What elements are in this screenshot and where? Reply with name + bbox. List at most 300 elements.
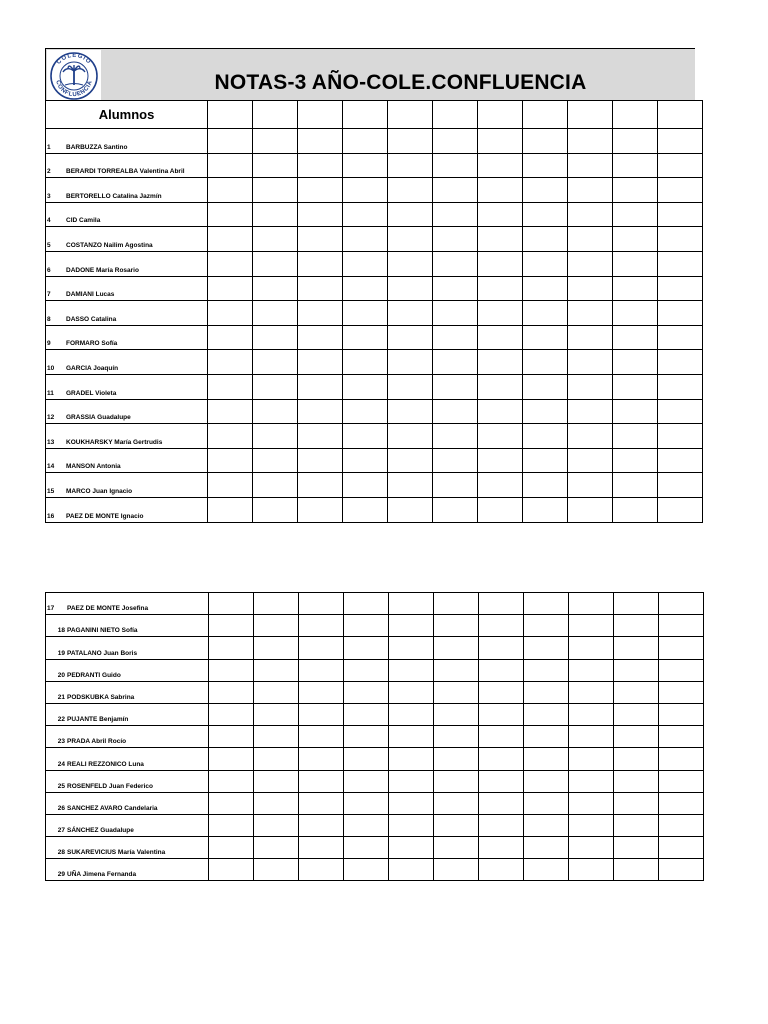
grade-cell[interactable] [523,178,568,203]
grade-cell[interactable] [254,859,299,881]
grade-cell[interactable] [299,593,344,615]
grade-cell[interactable] [434,593,479,615]
grade-cell[interactable] [343,301,388,326]
grade-cell[interactable] [254,681,299,703]
grade-cell[interactable] [659,748,704,770]
grade-cell[interactable] [388,153,433,178]
grade-cell[interactable] [209,703,254,725]
grade-cell[interactable] [343,399,388,424]
grade-cell[interactable] [659,681,704,703]
grade-cell[interactable] [343,448,388,473]
grade-cell[interactable] [568,473,613,498]
grade-cell[interactable] [478,325,523,350]
grade-cell[interactable] [658,473,703,498]
grade-cell[interactable] [613,497,658,522]
grade-cell[interactable] [478,350,523,375]
grade-cell[interactable] [434,659,479,681]
grade-cell[interactable] [298,301,343,326]
grade-cell[interactable] [208,350,253,375]
grade-cell[interactable] [569,659,614,681]
grade-cell[interactable] [614,770,659,792]
grade-cell[interactable] [658,227,703,252]
grade-cell[interactable] [388,374,433,399]
grade-cell[interactable] [299,748,344,770]
grade-cell[interactable] [613,178,658,203]
grade-cell[interactable] [253,227,298,252]
grade-column-header-cell[interactable] [568,101,613,129]
grade-cell[interactable] [523,129,568,154]
grade-cell[interactable] [389,770,434,792]
grade-cell[interactable] [299,859,344,881]
grade-cell[interactable] [343,202,388,227]
grade-cell[interactable] [388,350,433,375]
grade-cell[interactable] [253,448,298,473]
grade-cell[interactable] [613,473,658,498]
grade-cell[interactable] [523,350,568,375]
grade-cell[interactable] [298,202,343,227]
grade-cell[interactable] [388,399,433,424]
grade-cell[interactable] [658,251,703,276]
grade-cell[interactable] [479,703,524,725]
grade-cell[interactable] [298,129,343,154]
grade-cell[interactable] [479,859,524,881]
grade-cell[interactable] [298,399,343,424]
grade-cell[interactable] [478,473,523,498]
grade-cell[interactable] [253,251,298,276]
grade-cell[interactable] [613,153,658,178]
grade-cell[interactable] [568,301,613,326]
grade-cell[interactable] [523,325,568,350]
grade-cell[interactable] [208,251,253,276]
grade-cell[interactable] [433,424,478,449]
grade-cell[interactable] [433,374,478,399]
grade-cell[interactable] [298,374,343,399]
grade-cell[interactable] [344,703,389,725]
grade-cell[interactable] [253,301,298,326]
grade-cell[interactable] [254,814,299,836]
grade-cell[interactable] [614,615,659,637]
grade-cell[interactable] [253,276,298,301]
grade-cell[interactable] [389,814,434,836]
grade-cell[interactable] [344,748,389,770]
grade-cell[interactable] [253,325,298,350]
grade-cell[interactable] [569,703,614,725]
grade-cell[interactable] [613,227,658,252]
grade-cell[interactable] [524,859,569,881]
grade-cell[interactable] [298,473,343,498]
grade-cell[interactable] [299,792,344,814]
grade-cell[interactable] [209,814,254,836]
grade-cell[interactable] [614,859,659,881]
grade-cell[interactable] [479,726,524,748]
grade-cell[interactable] [523,448,568,473]
grade-cell[interactable] [299,770,344,792]
grade-column-header-cell[interactable] [388,101,433,129]
grade-cell[interactable] [208,153,253,178]
grade-cell[interactable] [614,703,659,725]
grade-cell[interactable] [568,129,613,154]
grade-cell[interactable] [478,301,523,326]
grade-cell[interactable] [568,448,613,473]
grade-cell[interactable] [478,497,523,522]
grade-cell[interactable] [614,792,659,814]
grade-cell[interactable] [254,615,299,637]
grade-cell[interactable] [433,178,478,203]
grade-cell[interactable] [434,615,479,637]
grade-cell[interactable] [433,497,478,522]
grade-cell[interactable] [388,424,433,449]
grade-cell[interactable] [344,593,389,615]
grade-cell[interactable] [434,726,479,748]
grade-cell[interactable] [524,703,569,725]
grade-cell[interactable] [613,448,658,473]
grade-cell[interactable] [569,593,614,615]
grade-cell[interactable] [433,399,478,424]
grade-cell[interactable] [569,615,614,637]
grade-cell[interactable] [343,227,388,252]
grade-cell[interactable] [478,448,523,473]
grade-cell[interactable] [523,424,568,449]
grade-cell[interactable] [389,748,434,770]
grade-cell[interactable] [344,659,389,681]
grade-cell[interactable] [614,748,659,770]
grade-cell[interactable] [658,276,703,301]
grade-cell[interactable] [253,129,298,154]
grade-cell[interactable] [209,726,254,748]
grade-cell[interactable] [299,837,344,859]
grade-cell[interactable] [569,859,614,881]
grade-cell[interactable] [388,497,433,522]
grade-cell[interactable] [613,350,658,375]
grade-cell[interactable] [569,770,614,792]
grade-cell[interactable] [344,726,389,748]
grade-cell[interactable] [208,448,253,473]
grade-cell[interactable] [388,227,433,252]
grade-cell[interactable] [614,659,659,681]
grade-cell[interactable] [344,770,389,792]
grade-column-header-cell[interactable] [523,101,568,129]
grade-cell[interactable] [478,276,523,301]
grade-cell[interactable] [568,276,613,301]
grade-cell[interactable] [343,178,388,203]
grade-cell[interactable] [253,178,298,203]
grade-cell[interactable] [298,448,343,473]
grade-cell[interactable] [208,473,253,498]
grade-cell[interactable] [478,399,523,424]
grade-cell[interactable] [209,770,254,792]
grade-cell[interactable] [478,424,523,449]
grade-cell[interactable] [478,227,523,252]
grade-cell[interactable] [479,792,524,814]
grade-cell[interactable] [523,227,568,252]
grade-cell[interactable] [299,637,344,659]
grade-cell[interactable] [299,814,344,836]
grade-cell[interactable] [524,593,569,615]
grade-cell[interactable] [208,399,253,424]
grade-cell[interactable] [254,726,299,748]
grade-cell[interactable] [253,473,298,498]
grade-cell[interactable] [254,792,299,814]
grade-cell[interactable] [524,726,569,748]
grade-cell[interactable] [298,424,343,449]
grade-cell[interactable] [524,659,569,681]
grade-cell[interactable] [433,276,478,301]
grade-cell[interactable] [523,497,568,522]
grade-cell[interactable] [569,637,614,659]
grade-cell[interactable] [433,153,478,178]
grade-cell[interactable] [253,202,298,227]
grade-cell[interactable] [343,374,388,399]
grade-cell[interactable] [658,129,703,154]
grade-column-header-cell[interactable] [478,101,523,129]
grade-cell[interactable] [523,399,568,424]
grade-cell[interactable] [253,153,298,178]
grade-cell[interactable] [389,837,434,859]
grade-column-header-cell[interactable] [298,101,343,129]
grade-cell[interactable] [568,374,613,399]
grade-cell[interactable] [388,448,433,473]
grade-cell[interactable] [613,276,658,301]
grade-cell[interactable] [524,615,569,637]
grade-cell[interactable] [343,350,388,375]
grade-cell[interactable] [479,659,524,681]
grade-cell[interactable] [568,399,613,424]
grade-cell[interactable] [433,301,478,326]
grade-cell[interactable] [208,227,253,252]
grade-cell[interactable] [658,399,703,424]
grade-cell[interactable] [253,399,298,424]
grade-cell[interactable] [434,792,479,814]
grade-cell[interactable] [523,202,568,227]
grade-cell[interactable] [343,129,388,154]
grade-cell[interactable] [523,276,568,301]
grade-cell[interactable] [298,325,343,350]
grade-cell[interactable] [614,726,659,748]
grade-cell[interactable] [658,202,703,227]
grade-cell[interactable] [299,726,344,748]
grade-cell[interactable] [389,792,434,814]
grade-cell[interactable] [613,251,658,276]
grade-cell[interactable] [659,637,704,659]
grade-cell[interactable] [388,178,433,203]
grade-cell[interactable] [344,814,389,836]
grade-cell[interactable] [659,792,704,814]
grade-cell[interactable] [298,276,343,301]
grade-cell[interactable] [253,350,298,375]
grade-cell[interactable] [479,681,524,703]
grade-cell[interactable] [524,748,569,770]
grade-cell[interactable] [523,153,568,178]
grade-cell[interactable] [254,748,299,770]
grade-cell[interactable] [209,681,254,703]
grade-cell[interactable] [343,424,388,449]
grade-cell[interactable] [613,202,658,227]
grade-cell[interactable] [658,448,703,473]
grade-cell[interactable] [253,424,298,449]
grade-cell[interactable] [343,251,388,276]
grade-cell[interactable] [659,726,704,748]
grade-cell[interactable] [569,814,614,836]
grade-cell[interactable] [298,251,343,276]
grade-cell[interactable] [568,325,613,350]
grade-cell[interactable] [434,748,479,770]
grade-cell[interactable] [389,726,434,748]
grade-cell[interactable] [659,859,704,881]
grade-cell[interactable] [209,792,254,814]
grade-cell[interactable] [344,681,389,703]
grade-cell[interactable] [478,129,523,154]
grade-cell[interactable] [208,129,253,154]
grade-cell[interactable] [433,325,478,350]
grade-cell[interactable] [433,251,478,276]
grade-cell[interactable] [389,703,434,725]
grade-cell[interactable] [659,814,704,836]
grade-cell[interactable] [344,637,389,659]
grade-cell[interactable] [658,178,703,203]
grade-cell[interactable] [388,129,433,154]
grade-cell[interactable] [209,593,254,615]
grade-cell[interactable] [388,473,433,498]
grade-cell[interactable] [523,301,568,326]
grade-cell[interactable] [569,837,614,859]
grade-cell[interactable] [568,251,613,276]
grade-cell[interactable] [524,837,569,859]
grade-cell[interactable] [613,424,658,449]
grade-cell[interactable] [658,497,703,522]
grade-cell[interactable] [614,837,659,859]
grade-cell[interactable] [479,837,524,859]
grade-cell[interactable] [658,325,703,350]
grade-cell[interactable] [298,227,343,252]
grade-column-header-cell[interactable] [433,101,478,129]
grade-cell[interactable] [614,814,659,836]
grade-cell[interactable] [343,325,388,350]
grade-cell[interactable] [478,202,523,227]
grade-cell[interactable] [613,399,658,424]
grade-cell[interactable] [523,473,568,498]
grade-cell[interactable] [389,681,434,703]
grade-cell[interactable] [343,276,388,301]
grade-cell[interactable] [659,837,704,859]
grade-cell[interactable] [524,681,569,703]
grade-cell[interactable] [568,202,613,227]
grade-cell[interactable] [389,659,434,681]
grade-cell[interactable] [613,301,658,326]
grade-cell[interactable] [208,374,253,399]
grade-cell[interactable] [478,251,523,276]
grade-column-header-cell[interactable] [658,101,703,129]
grade-cell[interactable] [253,374,298,399]
grade-cell[interactable] [568,227,613,252]
grade-cell[interactable] [254,659,299,681]
grade-cell[interactable] [388,276,433,301]
grade-cell[interactable] [433,129,478,154]
grade-cell[interactable] [479,770,524,792]
grade-cell[interactable] [523,251,568,276]
grade-cell[interactable] [388,251,433,276]
grade-cell[interactable] [208,424,253,449]
grade-cell[interactable] [343,497,388,522]
grade-cell[interactable] [658,424,703,449]
grade-cell[interactable] [478,374,523,399]
grade-cell[interactable] [344,792,389,814]
grade-cell[interactable] [298,178,343,203]
grade-cell[interactable] [343,153,388,178]
grade-cell[interactable] [433,473,478,498]
grade-cell[interactable] [659,770,704,792]
grade-cell[interactable] [343,473,388,498]
grade-cell[interactable] [388,325,433,350]
grade-cell[interactable] [613,325,658,350]
grade-cell[interactable] [254,837,299,859]
grade-cell[interactable] [298,497,343,522]
grade-cell[interactable] [658,374,703,399]
grade-cell[interactable] [208,301,253,326]
grade-cell[interactable] [344,859,389,881]
grade-cell[interactable] [659,593,704,615]
grade-cell[interactable] [434,681,479,703]
grade-cell[interactable] [658,350,703,375]
grade-cell[interactable] [523,374,568,399]
grade-cell[interactable] [614,681,659,703]
grade-cell[interactable] [344,615,389,637]
grade-cell[interactable] [433,350,478,375]
grade-cell[interactable] [388,202,433,227]
grade-cell[interactable] [208,325,253,350]
grade-cell[interactable] [479,615,524,637]
grade-cell[interactable] [434,637,479,659]
grade-cell[interactable] [479,814,524,836]
grade-cell[interactable] [524,792,569,814]
grade-cell[interactable] [658,301,703,326]
grade-cell[interactable] [209,659,254,681]
grade-cell[interactable] [299,681,344,703]
grade-cell[interactable] [479,637,524,659]
grade-cell[interactable] [299,703,344,725]
grade-cell[interactable] [568,350,613,375]
grade-cell[interactable] [209,615,254,637]
grade-cell[interactable] [659,659,704,681]
grade-cell[interactable] [298,350,343,375]
grade-cell[interactable] [478,153,523,178]
grade-cell[interactable] [434,770,479,792]
grade-cell[interactable] [254,637,299,659]
grade-cell[interactable] [208,497,253,522]
grade-cell[interactable] [254,593,299,615]
grade-column-header-cell[interactable] [253,101,298,129]
grade-cell[interactable] [389,637,434,659]
grade-cell[interactable] [569,681,614,703]
grade-column-header-cell[interactable] [613,101,658,129]
grade-cell[interactable] [569,748,614,770]
grade-cell[interactable] [568,497,613,522]
grade-cell[interactable] [209,748,254,770]
grade-cell[interactable] [568,153,613,178]
grade-cell[interactable] [434,814,479,836]
grade-cell[interactable] [209,859,254,881]
grade-cell[interactable] [524,770,569,792]
grade-cell[interactable] [433,227,478,252]
grade-cell[interactable] [479,593,524,615]
grade-cell[interactable] [389,615,434,637]
grade-cell[interactable] [659,703,704,725]
grade-cell[interactable] [299,615,344,637]
grade-cell[interactable] [344,837,389,859]
grade-cell[interactable] [389,859,434,881]
grade-cell[interactable] [568,178,613,203]
grade-cell[interactable] [479,748,524,770]
grade-cell[interactable] [524,814,569,836]
